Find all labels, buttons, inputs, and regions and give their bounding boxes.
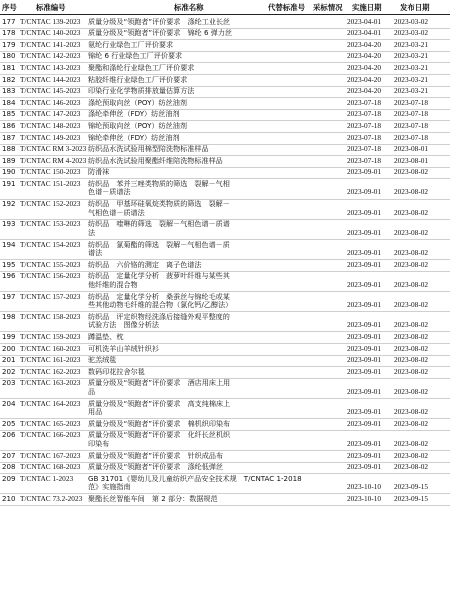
table-row (0, 39, 450, 51)
table-row (0, 167, 450, 179)
row-publication-date: 2023-08-02 (394, 366, 429, 376)
row-number: 204 (2, 398, 16, 408)
row-standard-code: T/CNTAC 161-2023 (20, 355, 81, 365)
row-number: 186 (2, 120, 16, 130)
row-standard-name (88, 368, 323, 377)
row-number: 181 (2, 62, 16, 72)
row-standard-name (88, 64, 323, 73)
row-standard-code: T/CNTAC 160-2023 (20, 343, 81, 353)
row-implementation-date: 2023-09-01 (347, 300, 382, 310)
row-standard-name (88, 463, 323, 472)
row-standard-name-line: 纺织品 氯菊酯的筛选 裂解－气相色谱－质 (88, 239, 230, 249)
row-number: 179 (2, 39, 16, 49)
header-pub-date: 发布日期 (400, 3, 430, 12)
table-row (0, 473, 450, 493)
row-standard-code: T/CNTAC 153-2023 (20, 219, 81, 229)
row-standard-name-line: 范》实施指南 (88, 482, 131, 492)
row-standard-code: T/CNTAC 159-2023 (20, 331, 81, 341)
table-row (0, 343, 450, 355)
row-implementation-date: 2023-07-18 (347, 132, 382, 142)
row-standard-name-line: 印染行业化学物质排放量估算方法 (88, 86, 195, 96)
row-standard-code: T/CNTAC 165-2023 (20, 418, 81, 428)
table-row (0, 430, 450, 450)
row-standard-name-line: 纺织品水洗试验用聚酯纤维陪洗物标准样品 (88, 155, 223, 165)
row-publication-date: 2023-08-02 (394, 386, 429, 396)
row-standard-name (88, 110, 323, 119)
row-number: 191 (2, 178, 16, 188)
row-publication-date: 2023-08-02 (394, 167, 429, 177)
row-standard-name (88, 145, 323, 154)
row-number: 196 (2, 271, 16, 281)
row-standard-code: T/CNTAC 145-2023 (20, 86, 81, 96)
table-row (0, 462, 450, 474)
row-standard-name (88, 18, 323, 27)
row-publication-date: 2023-03-21 (394, 62, 429, 72)
row-number: 189 (2, 155, 16, 165)
row-number: 209 (2, 473, 16, 483)
row-publication-date: 2023-07-18 (394, 97, 429, 107)
row-implementation-date: 2023-07-18 (347, 109, 382, 119)
table-row (0, 178, 450, 198)
row-publication-date: 2023-07-18 (394, 109, 429, 119)
table-row (0, 398, 450, 418)
row-standard-name (88, 261, 323, 270)
row-standard-name-line: 锦纶牵伸丝（FDY）纺丝油剂 (88, 132, 180, 142)
row-standard-name (88, 379, 323, 396)
row-standard-name-line: 驼羔绒毯 (88, 355, 117, 365)
row-publication-date: 2023-08-02 (394, 320, 429, 330)
table-row (0, 311, 450, 331)
row-standard-name (88, 452, 323, 461)
row-publication-date: 2023-08-02 (394, 227, 429, 237)
row-standard-code: T/CNTAC 163-2023 (20, 378, 81, 388)
row-number: 198 (2, 311, 16, 321)
row-implementation-date: 2023-09-01 (347, 462, 382, 472)
row-standard-code: T/CNTAC 157-2023 (20, 291, 81, 301)
row-implementation-date: 2023-10-10 (347, 493, 382, 503)
row-standard-name-line: 质量分级及“领跑者”评价要求 锦纶 6 弹力丝 (88, 28, 233, 38)
table-row (0, 155, 450, 167)
row-implementation-date: 2023-09-01 (347, 343, 382, 353)
row-number: 197 (2, 291, 16, 301)
row-publication-date: 2023-03-21 (394, 51, 429, 61)
row-implementation-date: 2023-09-01 (347, 331, 382, 341)
row-number: 183 (2, 86, 16, 96)
row-standard-code: T/CNTAC 168-2023 (20, 462, 81, 472)
row-standard-code: T/CNTAC RM 4-2023 (20, 155, 87, 165)
table-row (0, 16, 450, 28)
row-publication-date: 2023-08-02 (394, 207, 429, 217)
row-number: 210 (2, 493, 16, 503)
row-number: 180 (2, 51, 16, 61)
row-number: 188 (2, 144, 16, 154)
row-implementation-date: 2023-04-20 (347, 86, 382, 96)
row-number: 203 (2, 378, 16, 388)
header-std-name: 标准名称 (174, 3, 204, 12)
row-standard-name-line: 质量分级及“领跑者”评价要求 酒店用床上用 (88, 378, 231, 388)
row-standard-name-line: 质量分级及“领跑者”评价要求 针织成品布 (88, 450, 224, 460)
row-standard-name (88, 200, 323, 217)
row-standard-code: T/CNTAC 143-2023 (20, 62, 81, 72)
table-row (0, 259, 450, 271)
row-implementation-date: 2023-09-01 (347, 320, 382, 330)
row-publication-date: 2023-08-02 (394, 407, 429, 417)
row-number: 190 (2, 167, 16, 177)
table-row (0, 271, 450, 291)
row-standard-name (88, 134, 323, 143)
table-row (0, 450, 450, 462)
row-standard-name-line: 些其他动物毛纤维的混合物（氯化钙/乙醇法） (88, 300, 233, 310)
row-standard-name-line: 用品 (88, 407, 103, 417)
row-standard-name (88, 313, 323, 330)
row-standard-code: T/CNTAC 152-2023 (20, 199, 81, 209)
row-standard-name-line: 涤纶预取向丝（POY）纺丝油剂 (88, 97, 187, 107)
row-standard-name (88, 333, 323, 342)
row-standard-code: T/CNTAC 151-2023 (20, 178, 81, 188)
row-standard-code: T/CNTAC 148-2023 (20, 120, 81, 130)
table-row (0, 97, 450, 109)
row-standard-name (88, 87, 323, 96)
row-implementation-date: 2023-04-20 (347, 62, 382, 72)
row-publication-date: 2023-07-18 (394, 132, 429, 142)
row-number: 177 (2, 16, 16, 26)
row-standard-name-line: 质量分级及“领跑者”评价要求 涤纶低弹丝 (88, 462, 224, 472)
row-publication-date: 2023-03-02 (394, 28, 429, 38)
row-publication-date: 2023-09-15 (394, 493, 429, 503)
table-row (0, 120, 450, 132)
table-row (0, 355, 450, 367)
row-publication-date: 2023-08-02 (394, 355, 429, 365)
row-number: 202 (2, 366, 16, 376)
row-implementation-date: 2023-04-20 (347, 39, 382, 49)
row-standard-name-line: 涤纶牵伸丝（FDY）纺丝油剂 (88, 109, 180, 119)
row-number: 195 (2, 259, 16, 269)
header-replaced: 代替标准号 (268, 3, 305, 12)
row-implementation-date: 2023-09-01 (347, 366, 382, 376)
row-standard-name (88, 356, 323, 365)
row-standard-name (88, 475, 323, 492)
row-standard-name (88, 241, 323, 258)
row-publication-date: 2023-08-02 (394, 462, 429, 472)
table-row (0, 366, 450, 378)
row-standard-code: T/CNTAC 141-2023 (20, 39, 81, 49)
row-standard-name (88, 272, 323, 289)
row-standard-name-line: 谱法 (88, 248, 103, 258)
row-standard-code: T/CNTAC 150-2023 (20, 167, 81, 177)
table-row (0, 239, 450, 259)
row-publication-date: 2023-08-02 (394, 279, 429, 289)
row-publication-date: 2023-03-21 (394, 39, 429, 49)
table-row (0, 378, 450, 398)
row-implementation-date: 2023-09-01 (347, 279, 382, 289)
row-standard-code: T/CNTAC 155-2023 (20, 259, 81, 269)
row-standard-code: T/CNTAC 142-2023 (20, 51, 81, 61)
row-standard-name-line: 质量分级及“领跑者”评价要求 棉机织印染布 (88, 418, 231, 428)
row-implementation-date: 2023-07-18 (347, 97, 382, 107)
row-number: 193 (2, 219, 16, 229)
row-publication-date: 2023-03-02 (394, 16, 429, 26)
row-standard-name (88, 29, 323, 38)
row-standard-name-line: 数码印花拉舍尔毯 (88, 366, 145, 376)
row-number: 187 (2, 132, 16, 142)
row-standard-code: T/CNTAC 156-2023 (20, 271, 81, 281)
row-publication-date: 2023-08-01 (394, 144, 429, 154)
row-standard-name (88, 99, 323, 108)
row-publication-date: 2023-08-02 (394, 450, 429, 460)
row-standard-name-line: 蹲温垫、枕 (88, 331, 124, 341)
row-standard-code: T/CNTAC 147-2023 (20, 109, 81, 119)
row-standard-name (88, 420, 323, 429)
table-row (0, 51, 450, 63)
row-implementation-date: 2023-07-18 (347, 155, 382, 165)
header-std-no: 标准编号 (36, 3, 66, 12)
row-number: 201 (2, 355, 16, 365)
table-row (0, 219, 450, 239)
table-row (0, 291, 450, 311)
table-row (0, 331, 450, 343)
table-row (0, 62, 450, 74)
row-standard-name-line: 纺织品 评定织物经洗涤后接缝外观平整度的 (88, 311, 230, 321)
row-implementation-date: 2023-04-20 (347, 51, 382, 61)
table-row (0, 418, 450, 430)
row-standard-code: T/CNTAC 154-2023 (20, 239, 81, 249)
row-standard-name-line: 气相色谱－质谱法 (88, 207, 145, 217)
row-publication-date: 2023-08-02 (394, 343, 429, 353)
row-standard-name-line: 纺织品 六价铬的测定 离子色谱法 (88, 259, 202, 269)
row-number: 184 (2, 97, 16, 107)
row-standard-name-line: 纺织品 苯并三唑类物质的筛选 裂解－气相 (88, 178, 230, 188)
row-publication-date: 2023-07-18 (394, 120, 429, 130)
row-standard-name (88, 52, 323, 61)
row-standard-code: T/CNTAC 73.2-2023 (20, 493, 83, 503)
row-standard-name-line: 质量分级及“领跑者”评价要求 化纤长丝机织 (88, 430, 231, 440)
row-standard-name-line: 聚酯长丝智能车间 第 2 部分：数据规范 (88, 493, 218, 503)
row-implementation-date: 2023-09-01 (347, 386, 382, 396)
row-implementation-date: 2023-09-01 (347, 259, 382, 269)
row-implementation-date: 2023-09-01 (347, 355, 382, 365)
row-number: 205 (2, 418, 16, 428)
row-publication-date: 2023-08-02 (394, 331, 429, 341)
table-row (0, 109, 450, 121)
row-standard-name-line: 纺织品 喹啉的筛选 裂解－气相色谱－质谱 (88, 219, 230, 229)
row-standard-name-line: 锦纶预取向丝（POY）纺丝油剂 (88, 120, 187, 130)
row-standard-name-line: 防滑袜 (88, 167, 110, 177)
row-implementation-date: 2023-07-18 (347, 144, 382, 154)
row-publication-date: 2023-03-21 (394, 74, 429, 84)
row-implementation-date: 2023-09-01 (347, 407, 382, 417)
row-implementation-date: 2023-09-01 (347, 418, 382, 428)
row-publication-date: 2023-08-02 (394, 187, 429, 197)
row-standard-name-line: 印染布 (88, 438, 110, 448)
row-divider (0, 505, 450, 506)
row-implementation-date: 2023-10-10 (347, 482, 382, 492)
row-standard-code: T/CNTAC 167-2023 (20, 450, 81, 460)
row-standard-name-line: 氨纶行业绿色工厂评价要求 (88, 39, 174, 49)
row-publication-date: 2023-08-02 (394, 259, 429, 269)
row-standard-code: T/CNTAC 164-2023 (20, 398, 81, 408)
table-row (0, 132, 450, 144)
row-standard-name-line: 质量分级及“领跑者”评价要求 高支纯棉床上 (88, 398, 231, 408)
row-standard-name (88, 293, 323, 310)
header-impl-date: 实施日期 (352, 3, 382, 12)
row-implementation-date: 2023-09-01 (347, 248, 382, 258)
row-publication-date: 2023-09-15 (394, 482, 429, 492)
table-row (0, 74, 450, 86)
row-standard-name-line: 聚酯和涤纶行业绿色工厂评价要求 (88, 62, 195, 72)
row-standard-name-line: 纺织品水洗试验用棉型陪洗物标准样品 (88, 144, 209, 154)
row-standard-name (88, 41, 323, 50)
row-standard-name-line: 法 (88, 227, 96, 237)
row-standard-code: T/CNTAC 139-2023 (20, 16, 81, 26)
row-standard-code: T/CNTAC RM 3-2023 (20, 144, 87, 154)
row-standard-name-line: 他纤维的混合物 (88, 279, 138, 289)
row-implementation-date: 2023-09-01 (347, 450, 382, 460)
header-adopt: 采标情况 (313, 3, 343, 12)
row-number: 206 (2, 430, 16, 440)
row-number: 199 (2, 331, 16, 341)
row-standard-name-line: 锦纶 6 行业绿色工厂评价要求 (88, 51, 183, 61)
row-standard-code: T/CNTAC 144-2023 (20, 74, 81, 84)
row-number: 185 (2, 109, 16, 119)
row-number: 208 (2, 462, 16, 472)
header-no: 序号 (2, 3, 17, 12)
row-standard-name (88, 345, 323, 354)
table-row (0, 28, 450, 40)
row-implementation-date: 2023-09-01 (347, 187, 382, 197)
row-standard-code: T/CNTAC 146-2023 (20, 97, 81, 107)
row-publication-date: 2023-03-21 (394, 86, 429, 96)
row-publication-date: 2023-08-02 (394, 248, 429, 258)
row-standard-name (88, 168, 323, 177)
row-standard-name-line: 质量分级及“领跑者”评价要求 涤纶工业长丝 (88, 16, 231, 26)
row-standard-code: T/CNTAC 140-2023 (20, 28, 81, 38)
row-standard-name (88, 220, 323, 237)
row-standard-name-line: 色谱－质谱法 (88, 187, 131, 197)
row-standard-code: T/CNTAC 166-2023 (20, 430, 81, 440)
row-publication-date: 2023-08-02 (394, 438, 429, 448)
row-number: 182 (2, 74, 16, 84)
row-publication-date: 2023-08-02 (394, 418, 429, 428)
row-standard-name (88, 180, 323, 197)
row-implementation-date: 2023-09-01 (347, 207, 382, 217)
row-publication-date: 2023-08-02 (394, 300, 429, 310)
row-implementation-date: 2023-09-01 (347, 227, 382, 237)
row-number: 178 (2, 28, 16, 38)
row-implementation-date: 2023-04-20 (347, 74, 382, 84)
row-standard-name-line: 纺织品 定量化学分析 桑蚕丝与锦纶毛或某 (88, 291, 230, 301)
row-standard-name (88, 76, 323, 85)
row-number: 194 (2, 239, 16, 249)
row-standard-name (88, 431, 323, 448)
row-standard-code: T/CNTAC 149-2023 (20, 132, 81, 142)
row-standard-name (88, 495, 323, 504)
row-number: 192 (2, 199, 16, 209)
table-row (0, 199, 450, 219)
row-implementation-date: 2023-07-18 (347, 120, 382, 130)
row-standard-name-line: 纺织品 定量化学分析 菠萝叶纤维与某些其 (88, 271, 230, 281)
row-standard-name-line: 品 (88, 386, 96, 396)
row-number: 207 (2, 450, 16, 460)
table-row (0, 144, 450, 156)
row-publication-date: 2023-08-01 (394, 155, 429, 165)
row-implementation-date: 2023-09-01 (347, 438, 382, 448)
row-standard-name-line: GB 31701《婴幼儿及儿童纺织产品安全技术规 T/CNTAC 1-2018 (88, 473, 302, 483)
row-standard-code: T/CNTAC 158-2023 (20, 311, 81, 321)
table-row (0, 493, 450, 505)
row-standard-name-line: 试验方法 图像分析法 (88, 320, 159, 330)
row-implementation-date: 2023-04-01 (347, 16, 382, 26)
row-standard-name-line: 粘胶纤维行业绿色工厂评价要求 (88, 74, 188, 84)
row-implementation-date: 2023-09-01 (347, 167, 382, 177)
table-row (0, 86, 450, 98)
row-implementation-date: 2023-04-01 (347, 28, 382, 38)
row-standard-name-line: 纺织品 甲基环硅氧烷类物质的筛选 裂解－ (88, 199, 230, 209)
row-standard-code: T/CNTAC 162-2023 (20, 366, 81, 376)
row-standard-name (88, 157, 323, 166)
row-number: 200 (2, 343, 16, 353)
row-standard-code: T/CNTAC 1-2023 (20, 473, 74, 483)
row-standard-name-line: 可机洗羊山羊绒针织衫 (88, 343, 159, 353)
row-standard-name (88, 122, 323, 131)
row-standard-name (88, 400, 323, 417)
table-header (0, 0, 450, 15)
